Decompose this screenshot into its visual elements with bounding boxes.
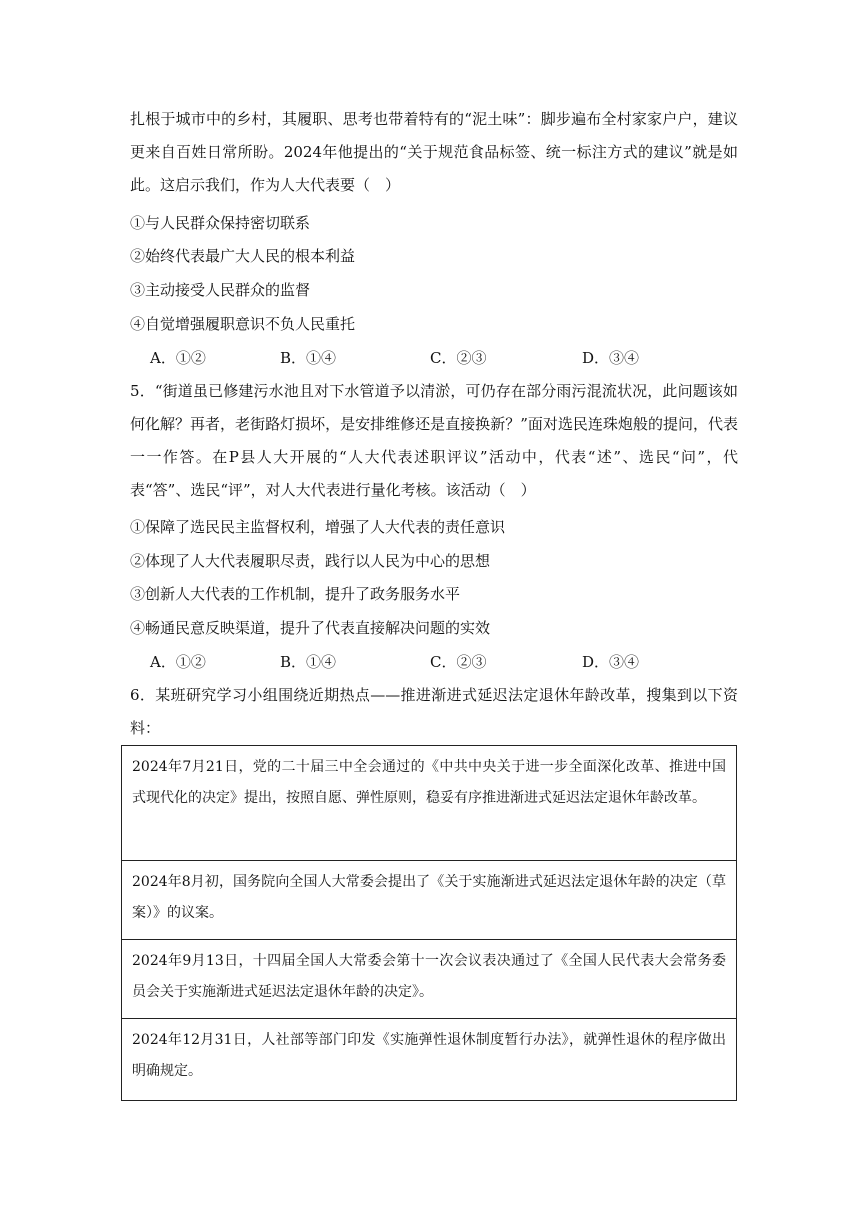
material-cell-2: 2024年8月初，国务院向全国人大常委会提出了《关于实施渐进式延迟法定退休年龄的决定（草案）》的议案。 [122, 860, 736, 939]
question-5-option-2: ②体现了人大代表履职尽责，践行以人民为中心的思想 [130, 552, 491, 570]
question-4-choice-b: B．①④ [280, 349, 337, 367]
question-4-option-4: ④自觉增强履职意识不负人民重托 [130, 315, 356, 333]
question-4-option-3: ③主动接受人民群众的监督 [130, 281, 311, 299]
material-cell-4: 2024年12月31日，人社部等部门印发《实施弹性退休制度暂行办法》，就弹性退休的程序做出明确规定。 [122, 1018, 736, 1100]
question-4-option-1: ①与人民群众保持密切联系 [130, 214, 311, 232]
question-5-choice-d: D．③④ [582, 653, 640, 671]
materials-table [121, 745, 737, 1101]
question-4-choice-a: A．①② [150, 349, 206, 367]
question-4-option-2: ②始终代表最广大人民的根本利益 [130, 247, 356, 265]
question-4-choice-d: D．③④ [582, 349, 640, 367]
question-5-option-3: ③创新人大代表的工作机制，提升了政务服务水平 [130, 585, 461, 603]
question-4-stem: 扎根于城市中的乡村，其履职、思考也带着特有的“泥土味”：脚步遍布全村家家户户，建议更来自百姓日常所盼。2024年他提出的“关于规范食品标签、统一标注方式的建议”就是如此。这启示我们，作为人大代表要（ ） [130, 110, 738, 194]
question-4-choice-c: C．②③ [430, 349, 487, 367]
question-5-choice-c: C．②③ [430, 653, 487, 671]
question-5-choice-a: A．①② [150, 653, 206, 671]
material-cell-1: 2024年7月21日，党的二十届三中全会通过的《中共中央关于进一步全面深化改革、推进中国式现代化的决定》提出，按照自愿、弹性原则，稳妥有序推进渐进式延迟法定退休年龄改革。 [132, 759, 726, 806]
question-5-option-1: ①保障了选民民主监督权利，增强了人大代表的责任意识 [130, 518, 506, 536]
question-6-stem: 6．某班研究学习小组围绕近期热点——推进渐进式延迟法定退休年龄改革，搜集到以下资料： [130, 686, 738, 737]
question-5-stem: 5．“街道虽已修建污水池且对下水管道予以清淤，可仍存在部分雨污混流状况，此问题该如何化解？再者，老街路灯损坏，是安排维修还是直接换新？”面对选民连珠炮般的提问，代表一一作答。在P县人大开展的“人大代表述职评议”活动中，代表“述”、选民“问”，代表“答”、选民“评”，对人大代表进行量化考核。该活动（ ） [130, 382, 738, 499]
material-cell-3: 2024年9月13日，十四届全国人大常委会第十一次会议表决通过了《全国人民代表大会常务委员会关于实施渐进式延迟法定退休年龄的决定》。 [122, 939, 736, 1018]
question-5-choices [150, 650, 710, 674]
question-4-choices [150, 346, 710, 370]
question-5-option-4: ④畅通民意反映渠道，提升了代表直接解决问题的实效 [130, 619, 491, 637]
question-5-choice-b: B．①④ [280, 653, 337, 671]
